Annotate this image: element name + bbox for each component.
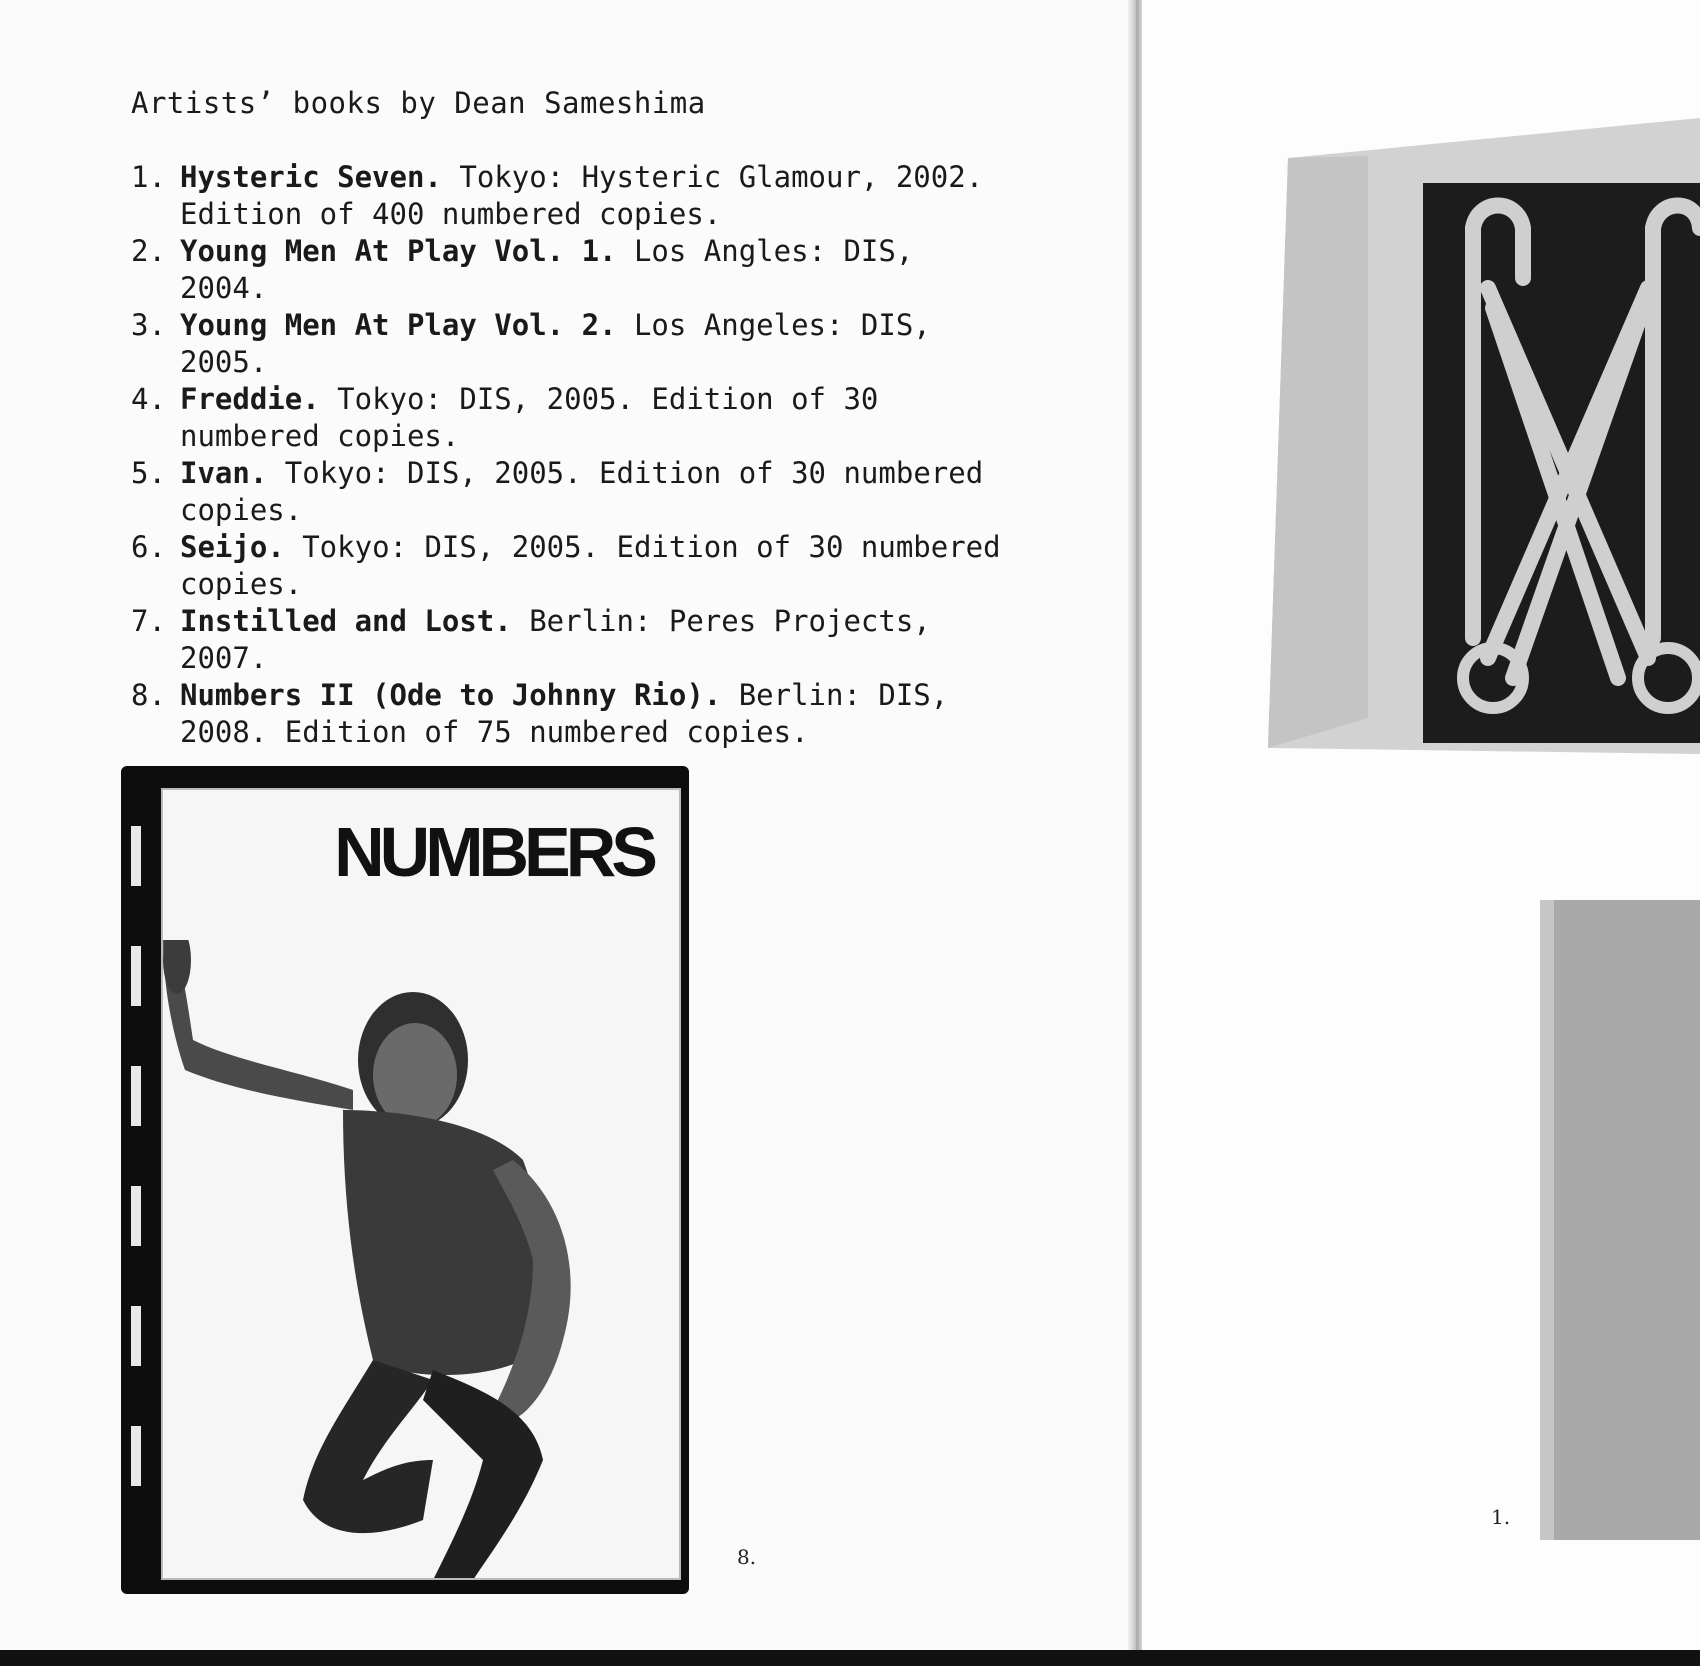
- item-number: 7.: [131, 604, 166, 638]
- book-title: Seijo.: [180, 530, 285, 564]
- book-title: Instilled and Lost.: [180, 604, 512, 638]
- book-details: Tokyo: DIS, 2005. Edition of 30 numbered copies.: [180, 456, 984, 527]
- book-details: Berlin: DIS, 2008. Edition of 75 numbered copies.: [180, 678, 949, 749]
- book-list-item: [131, 529, 1011, 603]
- item-number: 1.: [131, 160, 166, 194]
- book-list-item: [131, 603, 1011, 677]
- item-number: 5.: [131, 456, 166, 490]
- item-number: 3.: [131, 308, 166, 342]
- cover-page: [161, 788, 681, 1580]
- cover-figure-illustration: [163, 940, 681, 1580]
- book-list-item: [131, 677, 1011, 751]
- book-title: Freddie.: [180, 382, 320, 416]
- numbers-cover-photo: [121, 766, 689, 1594]
- item-number: 6.: [131, 530, 166, 564]
- cover-title: NUMBERS: [334, 813, 653, 891]
- book-list: [131, 159, 1011, 751]
- book-list-item: [131, 381, 1011, 455]
- book-details: Tokyo: Hysteric Glamour, 2002. Edition of 400 numbered copies.: [180, 160, 984, 231]
- book-details: Berlin: Peres Projects, 2007.: [180, 604, 931, 675]
- scan-bottom-edge: [0, 1650, 1700, 1666]
- book-title: Ivan.: [180, 456, 268, 490]
- book-title: Young Men At Play Vol. 1.: [180, 234, 617, 268]
- book-list-item: [131, 455, 1011, 529]
- hysteric-seven-book-photo: [1268, 118, 1700, 754]
- book-details: Tokyo: DIS, 2005. Edition of 30 numbered copies.: [180, 382, 879, 453]
- book-title: Young Men At Play Vol. 2.: [180, 308, 617, 342]
- caption-item-1: 1.: [1491, 1505, 1511, 1529]
- item-number: 4.: [131, 382, 166, 416]
- book-title: Hysteric Seven.: [180, 160, 442, 194]
- book-details: Tokyo: DIS, 2005. Edition of 30 numbered copies.: [180, 530, 1001, 601]
- book-title: Numbers II (Ode to Johnny Rio).: [180, 678, 722, 712]
- binding-marks: [131, 806, 141, 1566]
- caption-item-8: 8.: [737, 1545, 757, 1569]
- grey-book-photo: [1540, 900, 1700, 1540]
- book-details: Los Angeles: DIS, 2005.: [180, 308, 931, 379]
- book-details: Los Angles: DIS, 2004.: [180, 234, 914, 305]
- book-list-item: [131, 233, 1011, 307]
- book-list-item: [131, 307, 1011, 381]
- page-heading: Artists’ books by Dean Sameshima: [131, 86, 706, 120]
- item-number: 2.: [131, 234, 166, 268]
- item-number: 8.: [131, 678, 166, 712]
- book-list-item: [131, 159, 1011, 233]
